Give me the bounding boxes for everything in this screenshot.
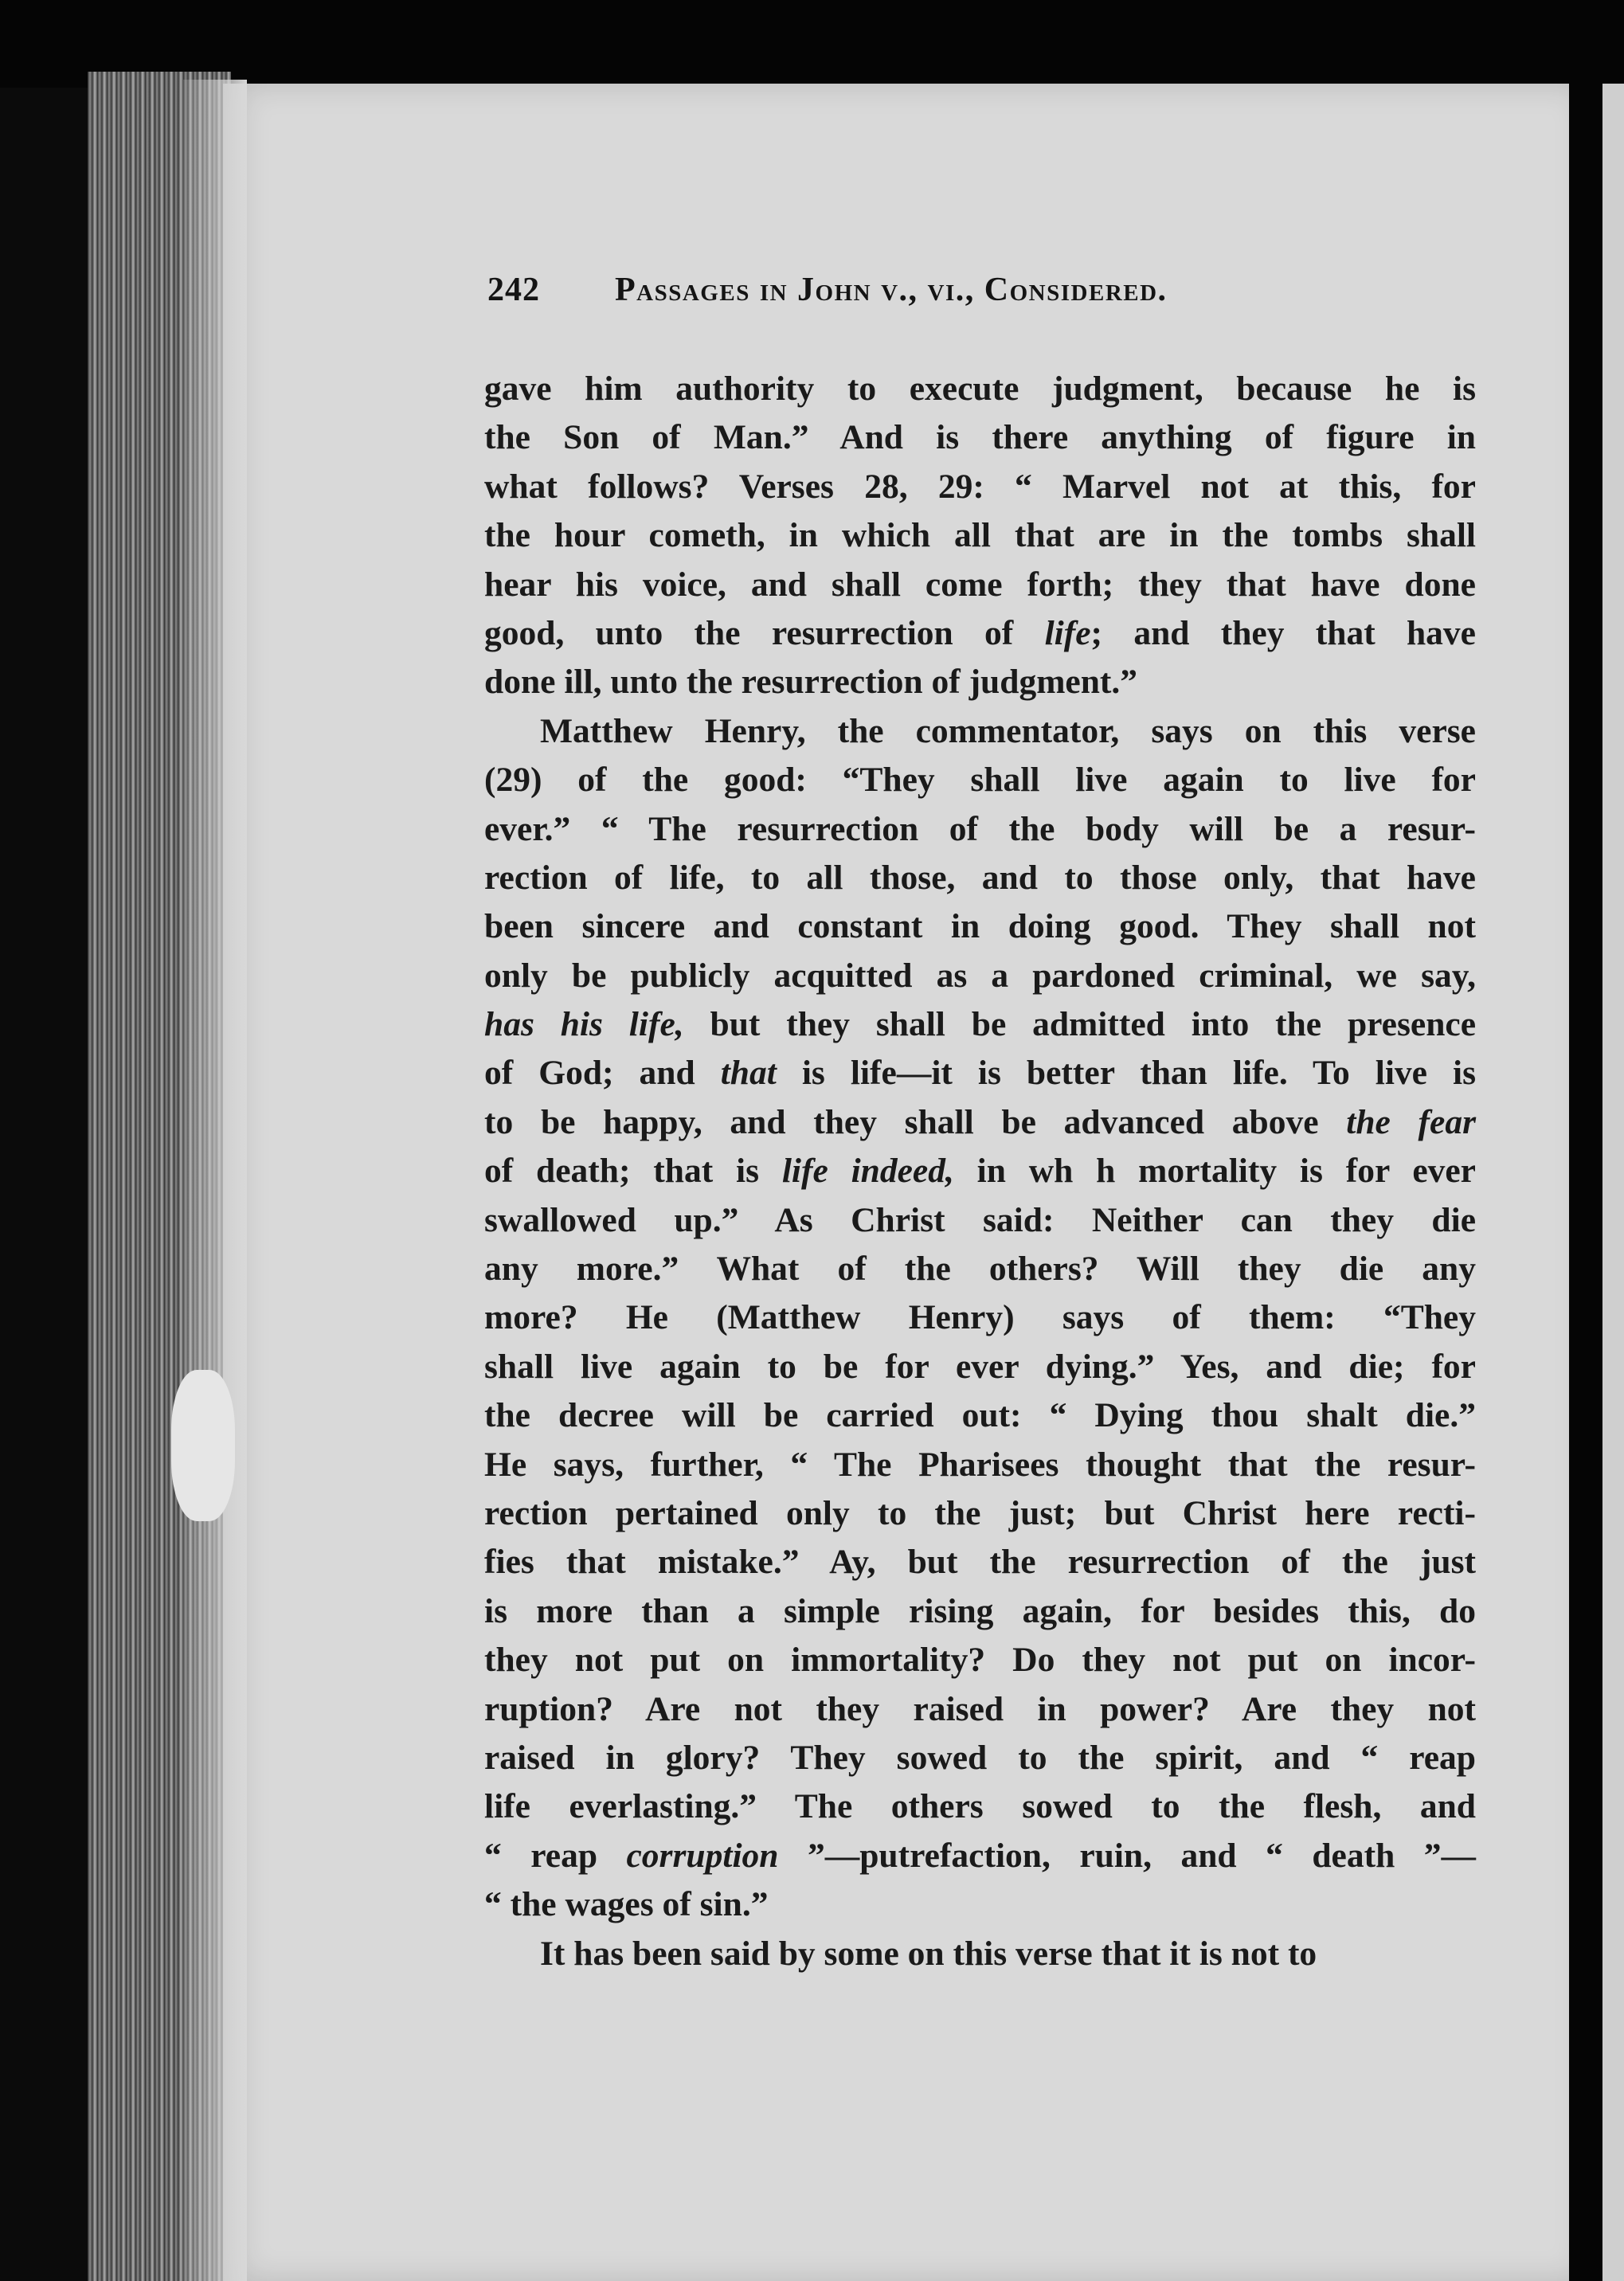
text-line: (29) of the good: “They shall live again to live for xyxy=(484,761,1476,800)
text-line: gave him authority to execute judgment, because he is xyxy=(484,370,1476,408)
italic-text: life indeed, xyxy=(781,1152,954,1191)
text-line: of God; and that is life—it is better than life. To live is xyxy=(484,1054,1476,1093)
paper-blemish xyxy=(171,1370,235,1521)
text-line: the hour cometh, in which all that are in the tombs shall xyxy=(484,516,1476,555)
text-line: fies that mistake.” Ay, but the resurrection of the just xyxy=(484,1543,1476,1582)
text-line: only be publicly acquitted as a pardoned criminal, we say, xyxy=(484,956,1476,995)
facing-page-edge xyxy=(1602,84,1624,2281)
italic-text: has his life, xyxy=(484,1005,684,1044)
text-line: He says, further, “ The Pharisees thought that the resur- xyxy=(484,1445,1476,1484)
italic-text: that xyxy=(720,1054,777,1093)
text-line: “ the wages of sin.” xyxy=(484,1885,769,1924)
text-line: raised in glory? They sowed to the spirit, and “ reap xyxy=(484,1738,1476,1777)
text-line: more? He (Matthew Henry) says of them: “They xyxy=(484,1298,1476,1337)
text-line: of death; that is life indeed, in wh h mortality is for ever xyxy=(484,1152,1476,1191)
running-header xyxy=(487,271,1475,319)
paragraph xyxy=(484,707,1476,1930)
text-line: done ill, unto the resurrection of judgment.” xyxy=(484,663,1138,702)
text-line: been sincere and constant in doing good. They shall not xyxy=(484,907,1476,946)
paragraph xyxy=(484,1930,1476,1978)
text-line: Matthew Henry, the commentator, says on this verse xyxy=(540,711,1476,750)
text-line: “ reap corruption ”—putrefaction, ruin, and “ death ”— xyxy=(484,1836,1476,1875)
text-line: rection of life, to all those, and to those only, that have xyxy=(484,858,1476,897)
text-line: they not put on immortality? Do they not put on incor- xyxy=(484,1641,1476,1680)
text-line: ever.” “ The resurrection of the body will be a resur- xyxy=(484,809,1476,848)
running-title: Passages in John v., vi., Considered. xyxy=(615,272,1168,308)
italic-text: corruption xyxy=(626,1836,779,1875)
gutter-shadow xyxy=(183,80,247,2281)
text-line: rection pertained only to the just; but Christ here recti- xyxy=(484,1493,1476,1532)
text-line: to be happy, and they shall be advanced above the fear xyxy=(484,1102,1476,1141)
text-line: good, unto the resurrection of life; and they that have xyxy=(484,613,1476,652)
text-line: is more than a simple rising again, for besides this, do xyxy=(484,1591,1476,1630)
text-line: life everlasting.” The others sowed to the flesh, and xyxy=(484,1787,1476,1826)
page-number: 242 xyxy=(487,272,540,308)
scan-right-border xyxy=(1569,84,1601,2281)
paragraph xyxy=(484,365,1476,707)
text-line: shall live again to be for ever dying.” Yes, and die; for xyxy=(484,1347,1476,1386)
text-line: any more.” What of the others? Will they die any xyxy=(484,1250,1476,1289)
text-line: swallowed up.” As Christ said: Neither can they die xyxy=(484,1200,1476,1239)
italic-text: life xyxy=(1044,613,1091,652)
text-line: has his life, but they shall be admitted into the presence xyxy=(484,1005,1477,1044)
text-line: It has been said by some on this verse that it is not to xyxy=(540,1934,1317,1973)
scan-top-border xyxy=(0,0,1624,88)
text-line: the decree will be carried out: “ Dying thou shalt die.” xyxy=(484,1396,1476,1435)
text-line: ruption? Are not they raised in power? Are they not xyxy=(484,1689,1476,1728)
body-text xyxy=(484,365,1476,1978)
text-line: hear his voice, and shall come forth; they that have done xyxy=(484,565,1476,604)
italic-text: the fear xyxy=(1346,1102,1476,1141)
text-line: the Son of Man.” And is there anything of figure in xyxy=(484,418,1476,457)
text-line: what follows? Verses 28, 29: “ Marvel not at this, for xyxy=(484,467,1476,506)
